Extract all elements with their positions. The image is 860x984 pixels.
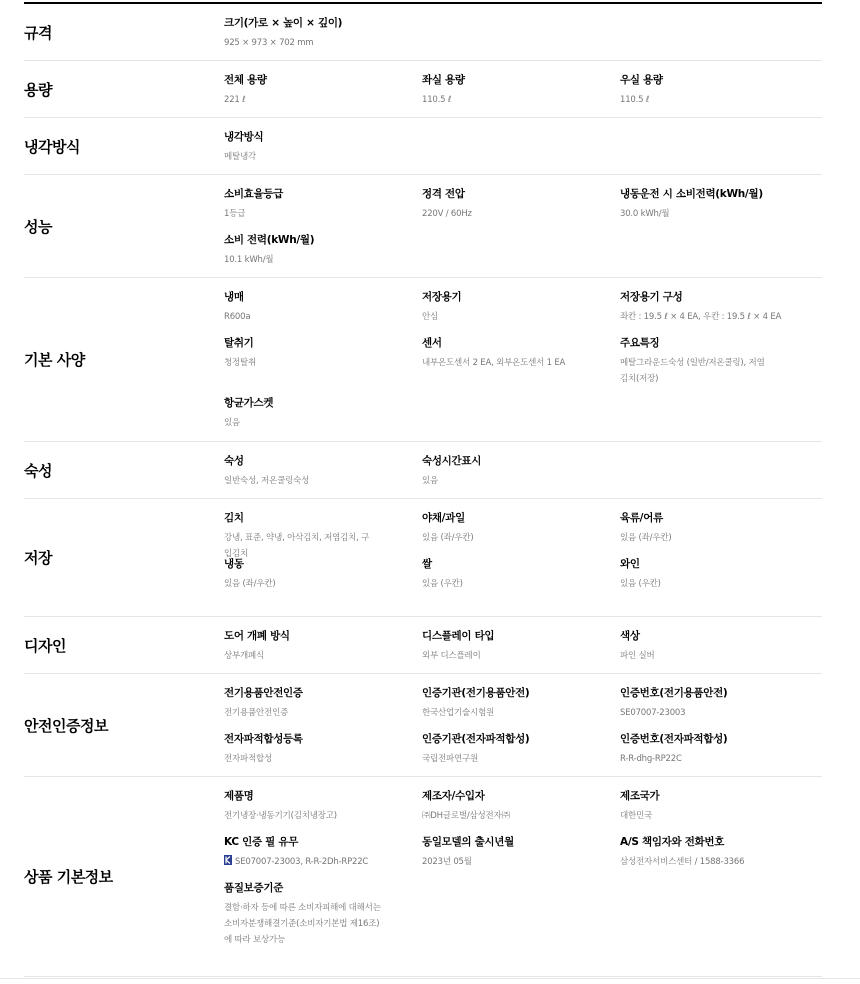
spec-label: 전자파적합성등록 (224, 733, 303, 745)
spec-value: 있음 (224, 418, 241, 428)
spec-item (224, 789, 409, 824)
spec-value (224, 854, 409, 870)
spec-item (224, 396, 409, 431)
spec-item (224, 835, 409, 870)
spec-item (620, 732, 805, 767)
spec-value: 221 ℓ (224, 95, 246, 105)
spec-value: 110.5 ℓ (422, 95, 452, 105)
spec-value: 강냉, 표준, 약냉, 아삭김치, 저염김치, 구입김치 (224, 533, 370, 559)
spec-value: 메탈냉각 (224, 152, 257, 162)
spec-value: R-R-dhg-RP22C (620, 754, 682, 764)
spec-item (224, 233, 409, 268)
spec-value: R600a (224, 312, 251, 322)
spec-value: 삼성전자서비스센터 / 1588-3366 (620, 857, 745, 867)
category-label: 성능 (24, 217, 52, 236)
spec-value: 대한민국 (620, 811, 653, 821)
spec-row-performance (24, 175, 822, 278)
spec-item (620, 686, 805, 721)
spec-label: 전체 용량 (224, 74, 267, 86)
spec-item (620, 73, 805, 108)
spec-item (224, 629, 409, 664)
spec-item (422, 732, 607, 767)
spec-item (422, 686, 607, 721)
spec-label: 탈취기 (224, 337, 254, 349)
spec-row-dimensions (24, 4, 822, 61)
spec-item (422, 336, 607, 371)
spec-item (620, 290, 805, 325)
spec-label: 크기(가로 × 높이 × 깊이) (224, 17, 343, 29)
spec-item (620, 336, 805, 387)
spec-item (224, 454, 409, 489)
spec-item (422, 73, 607, 108)
spec-item (422, 557, 607, 592)
spec-label: 제조국가 (620, 790, 660, 802)
spec-item (422, 835, 607, 870)
spec-value: 1등급 (224, 209, 246, 219)
spec-row-design (24, 617, 822, 674)
category-label: 규격 (24, 23, 52, 42)
spec-value: 한국산업기술시험원 (422, 708, 495, 718)
spec-value: 있음 (좌/우칸) (620, 533, 672, 543)
spec-value: ㈜DH글로벌/삼성전자㈜ (422, 811, 510, 821)
spec-value: 925 × 973 × 702 mm (224, 38, 314, 48)
spec-item (422, 454, 607, 489)
spec-label: 디스플레이 타입 (422, 630, 495, 642)
category-label: 디자인 (24, 636, 66, 655)
spec-value: 있음 (좌/우칸) (224, 579, 276, 589)
spec-label: 김치 (224, 512, 244, 524)
spec-item (224, 557, 409, 592)
spec-value: 30.0 kWh/월 (620, 209, 670, 219)
spec-value: 결함·하자 등에 따른 소비자피해에 대해서는 소비자분쟁해결기준(소비자기본법 제16조)에 따라 보상가능 (224, 903, 381, 945)
spec-value: 전기용품안전인증 (224, 708, 289, 718)
spec-value: 10.1 kWh/월 (224, 255, 274, 265)
spec-label: 소비효율등급 (224, 188, 284, 200)
spec-value: 국립전파연구원 (422, 754, 479, 764)
spec-label: 품질보증기준 (224, 882, 284, 894)
spec-item (224, 336, 409, 371)
spec-value-text: SE07007-23003, R-R-2Dh-RP22C (235, 857, 369, 867)
spec-value: 메탈그라운드숙성 (일반/저온쿨링), 저염김치(저장) (620, 358, 765, 384)
spec-label: 정격 전압 (422, 188, 465, 200)
spec-value: 파인 실버 (620, 651, 655, 661)
spec-item (620, 835, 805, 870)
spec-label: 색상 (620, 630, 640, 642)
spec-row-capacity (24, 61, 822, 118)
category-label: 저장 (24, 549, 52, 567)
spec-label: 항균가스켓 (224, 397, 274, 409)
spec-row-storage (24, 499, 822, 617)
spec-item (224, 686, 409, 721)
spec-label: 숙성시간표시 (422, 455, 482, 467)
spec-row-basic-spec (24, 278, 822, 442)
spec-item (422, 789, 607, 824)
spec-label: 야채/과일 (422, 512, 465, 524)
spec-label: 냉동 (224, 558, 244, 570)
spec-value: 내부온도센서 2 EA, 외부온도센서 1 EA (422, 358, 566, 368)
spec-label: 냉각방식 (224, 131, 264, 143)
spec-item (422, 290, 607, 325)
spec-item (224, 290, 409, 325)
spec-value: 있음 (좌/우칸) (422, 533, 474, 543)
spec-label: 저장용기 (422, 291, 462, 303)
spec-value: 안심 (422, 312, 439, 322)
spec-value: 상부개폐식 (224, 651, 265, 661)
spec-item (620, 557, 805, 592)
spec-item (224, 73, 409, 108)
spec-label: 인증번호(전기용품안전) (620, 687, 728, 699)
spec-label: 도어 개폐 방식 (224, 630, 290, 642)
spec-value: 있음 (422, 476, 439, 486)
spec-label: 저장용기 구성 (620, 291, 683, 303)
category-label: 숙성 (24, 461, 52, 480)
spec-table (24, 4, 822, 977)
spec-label: 우실 용량 (620, 74, 663, 86)
spec-row-cooling-method (24, 118, 822, 175)
spec-label: 숙성 (224, 455, 244, 467)
spec-value: 일반숙성, 저온쿨링숙성 (224, 476, 310, 486)
spec-value: SE07007-23003 (620, 708, 686, 718)
spec-value: 외부 디스플레이 (422, 651, 481, 661)
spec-item (620, 511, 805, 546)
spec-item (620, 789, 805, 824)
spec-item (224, 511, 409, 562)
spec-label: 소비 전력(kWh/월) (224, 234, 315, 246)
spec-value: 전기냉장·냉동기기(김치냉장고) (224, 811, 337, 821)
spec-label: 제조자/수입자 (422, 790, 485, 802)
spec-value: 220V / 60Hz (422, 209, 472, 219)
spec-value: 좌칸 : 19.5 ℓ × 4 EA, 우칸 : 19.5 ℓ × 4 EA (620, 312, 782, 322)
kc-certification-icon (224, 855, 232, 865)
spec-value: 전자파적합성 (224, 754, 273, 764)
spec-item (422, 187, 607, 222)
spec-label: 인증기관(전자파적합성) (422, 733, 530, 745)
category-label: 안전인증정보 (24, 716, 108, 735)
category-label: 냉각방식 (24, 137, 80, 156)
bottom-divider (0, 978, 860, 979)
spec-value: 청정탈취 (224, 358, 257, 368)
spec-label: 인증기관(전기용품안전) (422, 687, 530, 699)
spec-item (422, 511, 607, 546)
spec-row-aging (24, 442, 822, 499)
spec-item (224, 130, 409, 165)
spec-item (224, 881, 409, 948)
spec-label: 냉매 (224, 291, 244, 303)
spec-label: 전기용품안전인증 (224, 687, 303, 699)
spec-value: 110.5 ℓ (620, 95, 650, 105)
spec-value: 2023년 05월 (422, 857, 472, 867)
category-label: 기본 사양 (24, 351, 85, 369)
spec-item (224, 732, 409, 767)
spec-item (422, 629, 607, 664)
spec-label: 좌실 용량 (422, 74, 465, 86)
category-label: 상품 기본정보 (24, 868, 113, 886)
spec-value: 있음 (우칸) (422, 579, 463, 589)
spec-item (620, 629, 805, 664)
spec-item (224, 187, 409, 222)
spec-label: 냉동운전 시 소비전력(kWh/월) (620, 188, 763, 200)
category-label: 용량 (24, 80, 52, 99)
spec-label: 와인 (620, 558, 640, 570)
spec-label: 육류/어류 (620, 512, 663, 524)
spec-label: 센서 (422, 337, 442, 349)
spec-label: 인증번호(전자파적합성) (620, 733, 728, 745)
spec-label: 제품명 (224, 790, 254, 802)
spec-item (224, 16, 409, 51)
spec-label: KC 인증 필 유무 (224, 836, 299, 848)
spec-label: 동일모델의 출시년월 (422, 836, 514, 848)
spec-label: 쌀 (422, 558, 432, 570)
spec-label: 주요특징 (620, 337, 660, 349)
spec-item (620, 187, 805, 222)
spec-row-product-info (24, 777, 822, 977)
spec-label: A/S 책임자와 전화번호 (620, 836, 725, 848)
spec-value: 있음 (우칸) (620, 579, 661, 589)
spec-row-safety-certification (24, 674, 822, 777)
